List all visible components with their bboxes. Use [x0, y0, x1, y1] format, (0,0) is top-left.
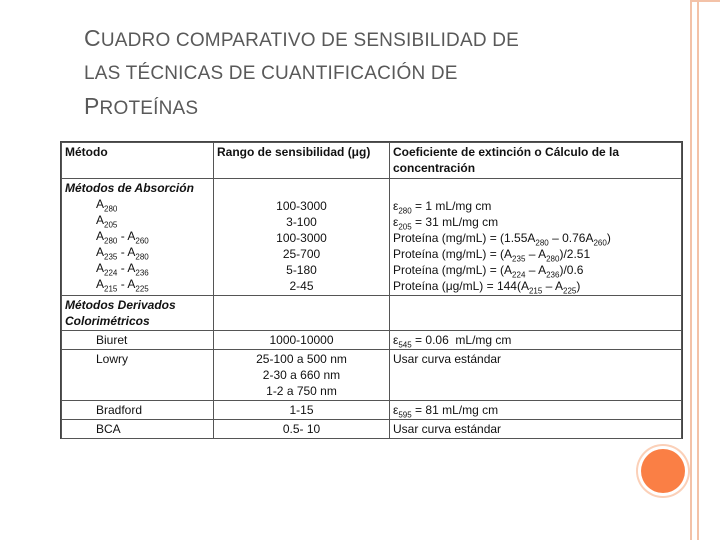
header-range: Rango de sensibilidad (μg): [214, 143, 390, 179]
range-value: 2-45: [289, 279, 314, 293]
range-value: 1000-10000: [214, 331, 390, 350]
coef-value: Proteína $(mg/mL) = (1.55A_{280} - 0.76A_{260})$: [393, 231, 611, 248]
bca-row: [62, 420, 682, 439]
method-a205: $A_{205}$: [96, 213, 118, 230]
colorimetric-section-label: Métodos Derivados Colorimétricos: [62, 296, 214, 331]
coef-value: $\varepsilon_{205} = 31$ mL/mg cm: [393, 215, 499, 232]
colorimetric-section-row: [62, 296, 682, 331]
header-coefficient: Coeficiente de extinción o Cálculo de la concentración: [390, 143, 682, 179]
decorative-rule-inner: [697, 0, 699, 540]
method-name: Bradford: [96, 403, 143, 417]
method-a224-a236: $A_{224} - A_{236}$: [96, 261, 149, 278]
range-value: 100-3000: [276, 199, 327, 213]
coef-value: Proteína $(mg/mL) = (A_{235} - A_{280})/2.51$: [393, 247, 591, 264]
range-value: 1-2 a 750 nm: [266, 384, 337, 398]
range-value: 100-3000: [276, 231, 327, 245]
range-value: 25-100 a 500 nm: [256, 352, 347, 366]
coef-value: Proteína $(\mu g/mL) = 144(A_{215} - A_{225})$: [393, 279, 581, 296]
method-a280: $A_{280}$: [96, 197, 118, 214]
method-name: BCA: [96, 422, 121, 436]
method-a215-a225: $A_{215} - A_{225}$: [96, 277, 149, 294]
absorption-coefficients-cell: [390, 179, 682, 296]
table-header-row: [62, 143, 682, 179]
method-a280-a260: $A_{280} - A_{260}$: [96, 229, 149, 246]
decorative-rule-outer: [690, 0, 692, 540]
slide-title: CUADRO COMPARATIVO DE SENSIBILIDAD DE LAS TÉCNICAS DE CUANTIFICACIÓN DE PROTEÍNAS: [84, 25, 520, 119]
coef-value: Usar curva estándar: [390, 420, 682, 439]
empty-cell: [390, 296, 682, 331]
absorption-ranges-cell: [214, 179, 390, 296]
absorption-methods-cell: [62, 179, 214, 296]
range-value: 1-15: [214, 401, 390, 420]
method-name: Biuret: [96, 333, 128, 347]
decorative-orange-dot: [641, 449, 685, 493]
coef-value: Usar curva estándar: [390, 350, 682, 401]
bradford-row: [62, 401, 682, 420]
decorative-rule-top: [690, 0, 720, 2]
range-value: 3-100: [286, 215, 317, 229]
coef-value: $\varepsilon_{280} = 1$ mL/mg cm: [393, 199, 492, 216]
header-method: Método: [62, 143, 214, 179]
absorption-row: [62, 179, 682, 296]
biuret-row: [62, 331, 682, 350]
range-value: 0.5- 10: [214, 420, 390, 439]
lowry-row: [62, 350, 682, 401]
range-value: 2-30 a 660 nm: [262, 368, 341, 382]
comparison-table: [60, 141, 683, 439]
method-a235-a280: $A_{235} - A_{280}$: [96, 245, 149, 262]
range-values: [214, 350, 390, 401]
empty-cell: [214, 296, 390, 331]
absorption-section-label: Métodos de Absorción: [65, 181, 194, 195]
coef-value: $\varepsilon_{595} = 81$ mL/mg cm: [390, 401, 682, 420]
coef-value: $\varepsilon_{545} = 0.06$ mL/mg cm: [390, 331, 682, 350]
range-value: 25-700: [282, 247, 321, 261]
range-value: 5-180: [286, 263, 317, 277]
method-name: Lowry: [96, 352, 129, 366]
coef-value: Proteína $(mg/mL) = (A_{224} - A_{236})/0.6$: [393, 263, 584, 280]
